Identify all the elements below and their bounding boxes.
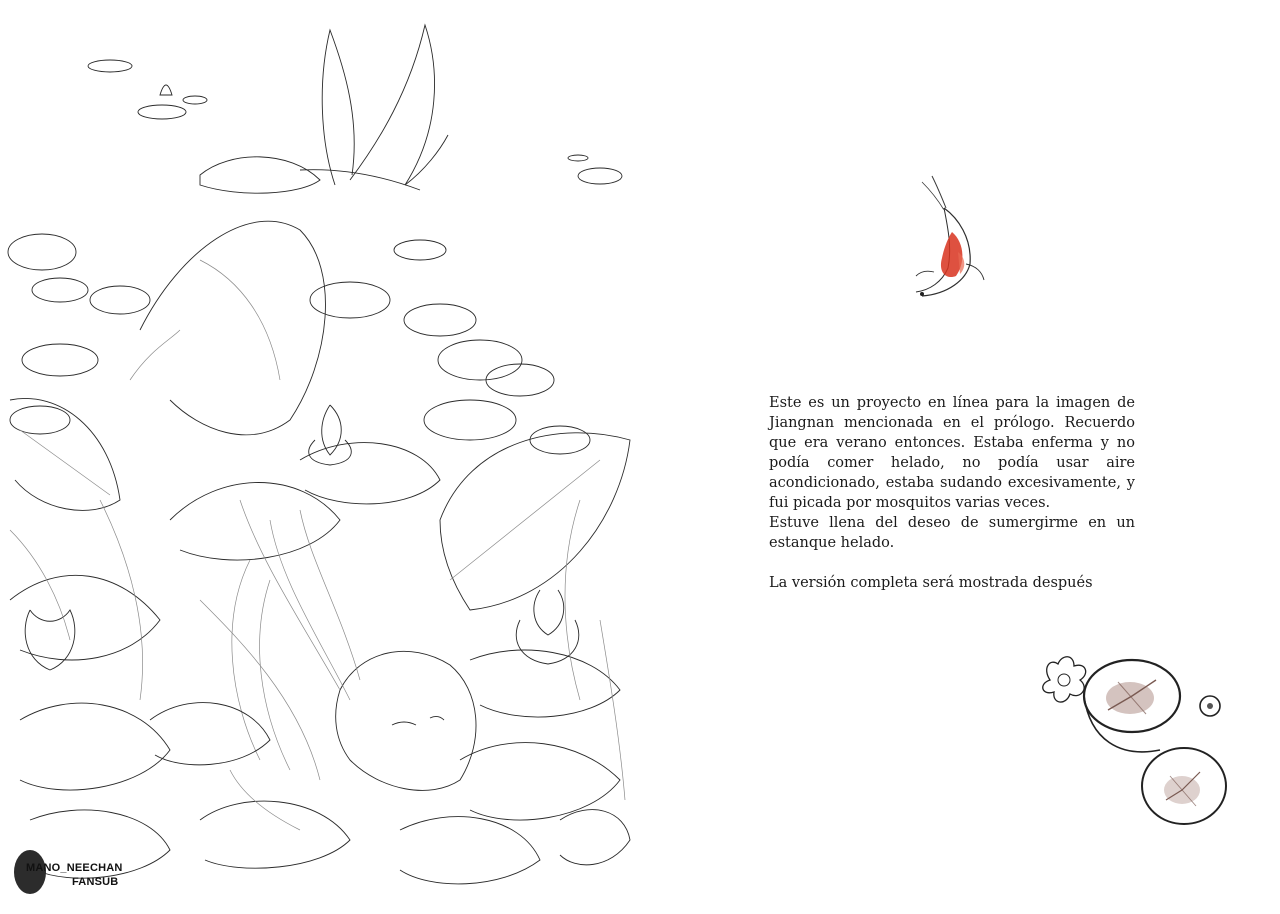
note-paragraph-1: Este es un proyecto en línea para la imagen de Jiangnan mencionada en el prólogo. Recuerdo que era verano entonces. Estaba enferma y no podía comer helado, no podía usar aire acondicionado, estaba sudando excesivamente, y fui picada por mosquitos varias veces.: [769, 395, 1135, 511]
note-paragraph-3: La versión completa será mostrada después: [769, 575, 1093, 591]
paragraph-spacer: [769, 553, 1135, 573]
text-page: [640, 0, 1280, 914]
fansub-watermark: [14, 846, 134, 898]
watermark-line-1: MANO_NEECHAN: [26, 862, 123, 874]
watermark-line-2: FANSUB: [72, 876, 119, 888]
note-paragraph-2: Estuve llena del deseo de sumergirme en un estanque helado.: [769, 515, 1135, 551]
author-note: [769, 393, 1135, 593]
koi-fish-icon: [908, 168, 992, 308]
lotus-and-lily-pads-icon: [1020, 640, 1240, 850]
